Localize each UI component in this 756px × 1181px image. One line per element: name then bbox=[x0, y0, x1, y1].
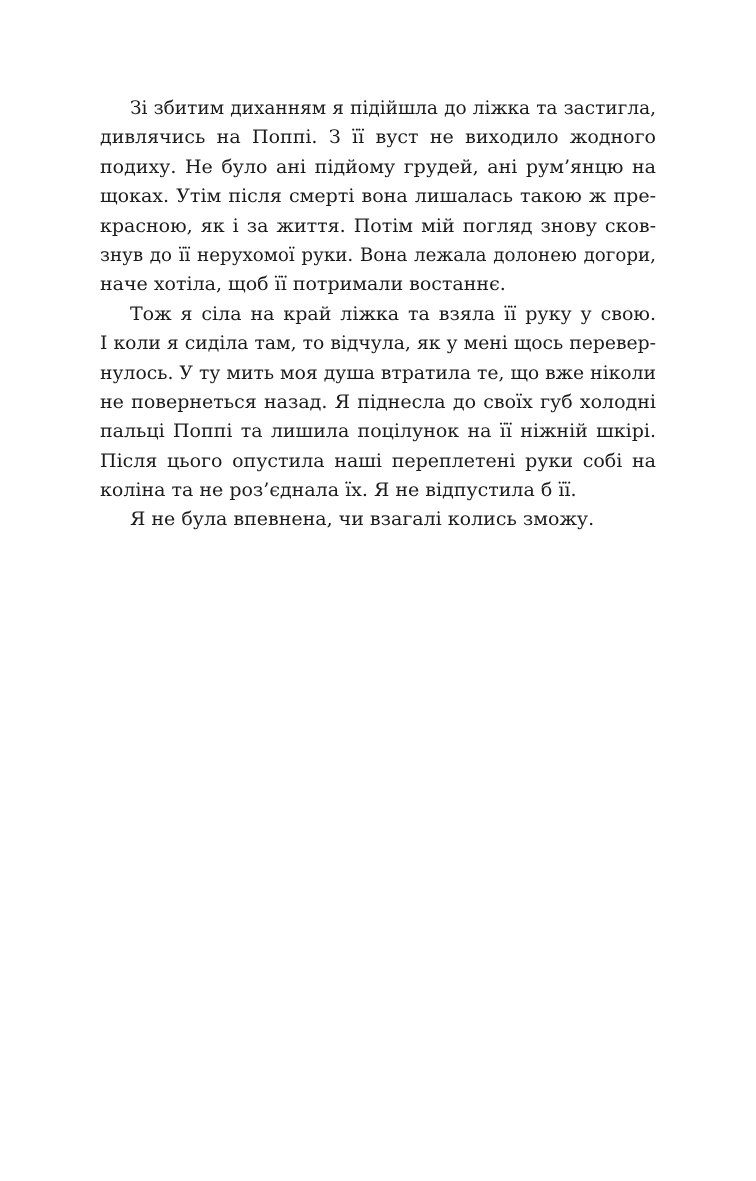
paragraph-1 bbox=[100, 94, 656, 300]
paragraph-3 bbox=[100, 505, 656, 534]
paragraph-2 bbox=[100, 300, 656, 506]
text-line: коліна та не роз’єднала їх. Я не відпустила б її. bbox=[100, 479, 577, 502]
text-line: Я не була впевнена, чи взагалі колись зможу. bbox=[130, 508, 595, 531]
text-line: нулось. У ту мить моя душа втратила те, що вже ніколи bbox=[100, 362, 656, 384]
text-line: не повернеться назад. Я піднесла до своїх губ холодні bbox=[100, 390, 656, 413]
text-line: дивлячись на Поппі. З її вуст не виходило жодного bbox=[100, 126, 656, 149]
page-body-text bbox=[100, 94, 656, 535]
text-line: щоках. Утім після смерті вона лишалась такою ж пре- bbox=[100, 185, 656, 208]
text-line: І коли я сиділа там, то відчула, як у мені щось перевер- bbox=[100, 333, 656, 355]
text-line: Після цього опустила наші переплетені руки собі на bbox=[100, 449, 656, 472]
text-line: знув до її нерухомої руки. Вона лежала долонею догори, bbox=[100, 244, 656, 266]
text-line: наче хотіла, щоб її потримали востаннє. bbox=[100, 273, 506, 296]
text-line: пальці Поппі та лишила поцілунок на її ніжній шкірі. bbox=[100, 420, 656, 443]
text-line: Тож я сіла на край ліжка та взяла її руку у свою. bbox=[130, 302, 656, 325]
text-line: Зі збитим диханням я підійшла до ліжка та застигла, bbox=[130, 98, 656, 119]
text-line: подиху. Не було ані підйому грудей, ані рум’янцю на bbox=[100, 155, 656, 178]
text-line: красною, як і за життя. Потім мій погляд знову сков- bbox=[100, 214, 656, 237]
